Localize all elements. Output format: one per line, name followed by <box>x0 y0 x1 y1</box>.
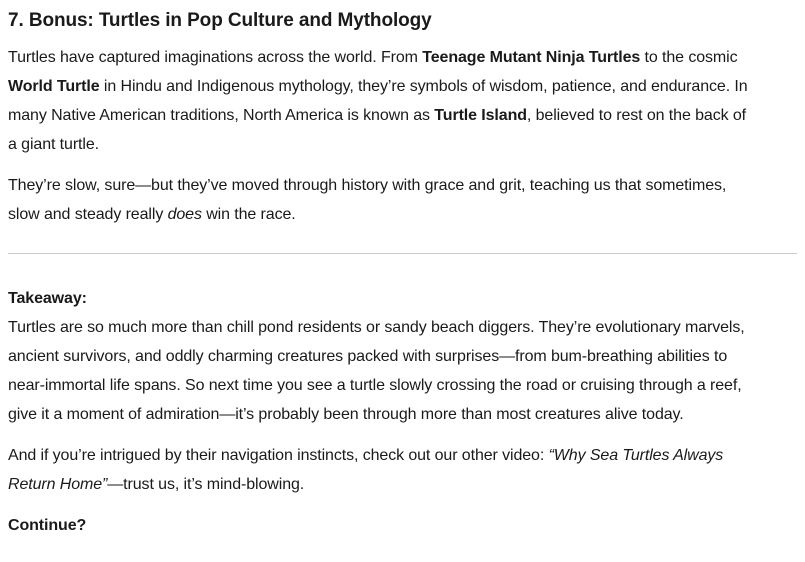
paragraph-video-plug: And if you’re intrigued by their navigation instincts, check out our other video: “Why Sea Turtles Always Return Home”—trust us, it’s mind-blowing. <box>8 447 724 493</box>
paragraph-slow-and-steady: They’re slow, sure—but they’ve moved through history with grace and grit, teaching us that sometimes, slow and steady really does win the race. <box>8 177 727 223</box>
section-heading: 7. Bonus: Turtles in Pop Culture and Mythology <box>8 10 432 31</box>
divider <box>8 253 797 254</box>
paragraph-pop-culture: Turtles have captured imaginations across the world. From Teenage Mutant Ninja Turtles to the cosmic World Turtle in Hindu and Indigenous mythology, they’re symbols of wisdom, patience, and endurance. In many Native American traditions, North America is known as Turtle Island, believed to rest on the back of a giant turtle. <box>8 49 748 153</box>
paragraph-takeaway: Takeaway: Turtles are so much more than chill pond residents or sandy beach diggers. They’re evolutionary marvels, ancient survivors, and oddly charming creatures packed with surprises—from bum-breathing abilities to near-immortal life spans. So next time you see a turtle slowly crossing the road or cruising through a reef, give it a moment of admiration—it’s probably been through more than most creatures alive today. <box>8 290 745 423</box>
paragraph-continue-prompt: Continue? <box>8 517 87 534</box>
